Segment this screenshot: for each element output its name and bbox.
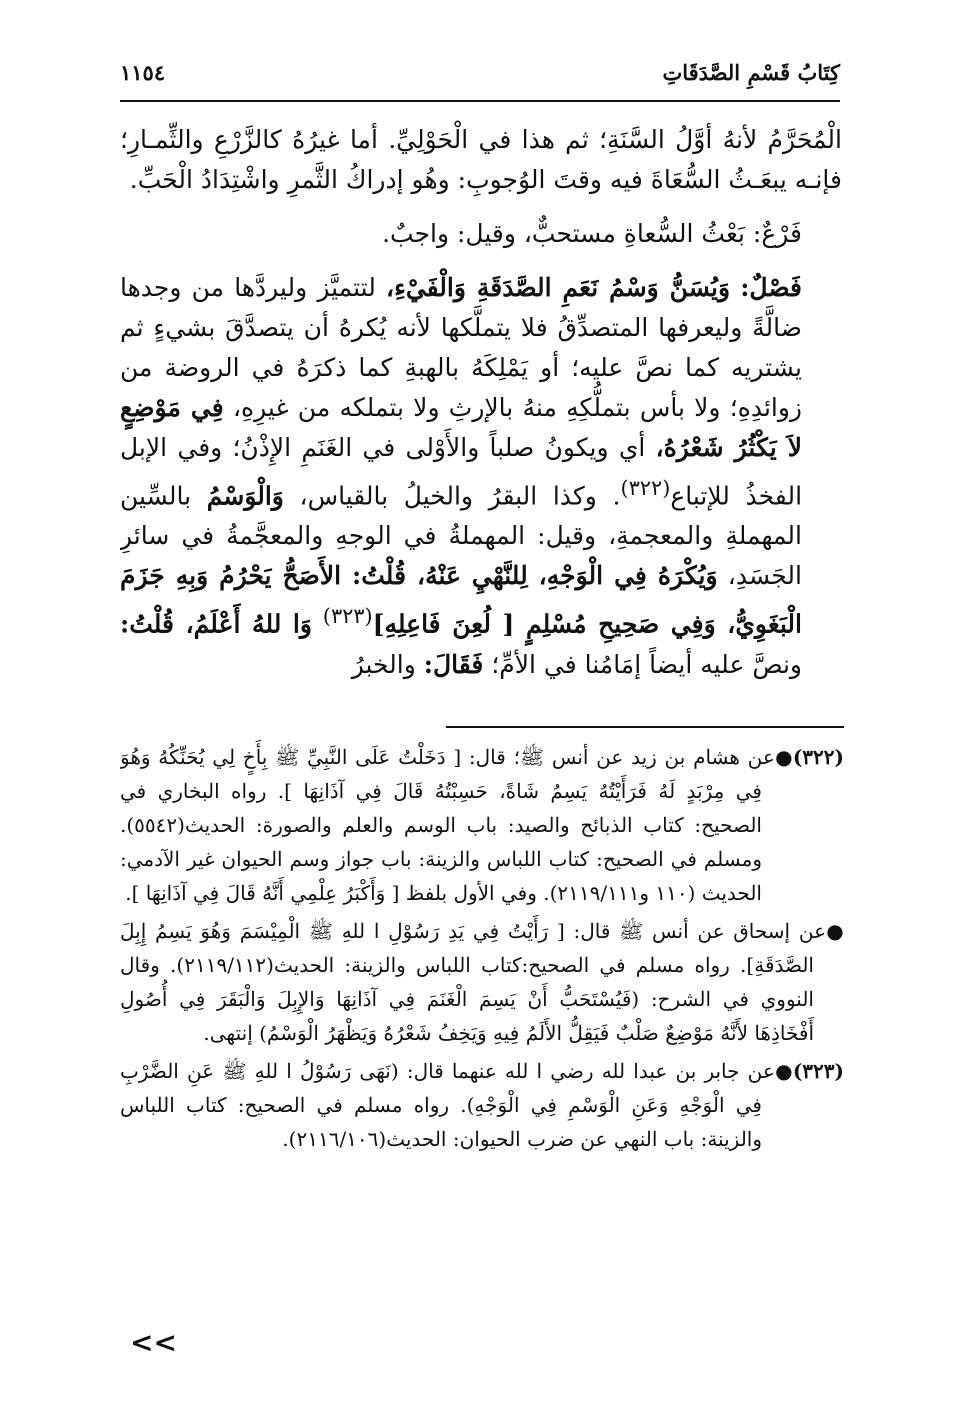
footnote-number: (٣٢٣) [792, 1059, 844, 1083]
footnote [120, 740, 844, 910]
commentary-text: لتتميَّز وليردَّها من وجدها ضالَّةً وليعرفها المتصدِّقُ فلا يتملَّكها لأنه يُكرهُ أن يتصدَّقَ بشيءٍ ثم يشتريه كما نصَّ عليه؛ أو يَمْلِكَهُ بالهبةِ كما ذكرَهُ في الروضة من زوائدِهِ؛ ولا بأس بتملُّكِهِ منهُ بالإرثِ ولا بتملكه من غيرِهِ، [120, 273, 802, 422]
commentary-text: والخبرُ [351, 649, 416, 679]
footnote-separator [446, 726, 844, 728]
commentary-text: أي ويكونُ صلباً والأَوْلى في الغَنَمِ الإِذْنُ؛ وفي الإبل الفخذُ للإتباع [120, 433, 803, 511]
paragraph-1: الْمُحَرَّمُ لأنهُ أوَّلُ السَّنَةِ؛ ثم هذا في الْحَوْلِيِّ. أما غيرُهُ كالزَّرْعِ والثِّمـارِ؛ فإنـه يبعَـثُ السُّعَاةَ فيه وقتَ الوُجوبِ: وهُو إدراكُ الثَّمرِ واشْتِدَادُ الْحَبِّ. [120, 125, 842, 194]
paragraph-2: فَرْعٌ: بَعْثُ السُّعاةِ مستحبٌّ، وقيل: واجبٌ. [382, 219, 802, 248]
footnote [120, 914, 844, 1050]
section-heading: فَصْلٌ: [740, 273, 802, 302]
commentary-text: ونصَّ عليه أيضاً إمَامُنا في الأمِّ؛ [491, 649, 802, 679]
bullet-icon: ● [826, 919, 844, 943]
matn-text: فَقَالَ: [423, 649, 484, 679]
matn-text: وَالْوَسْمُ [206, 481, 284, 511]
running-header [120, 56, 840, 102]
footnote-number: (٣٢٢) [792, 745, 844, 769]
footnotes [120, 740, 844, 1340]
footnote-ref: (٣٢٢) [620, 476, 671, 500]
matn-text: وَيُكْرَهُ فِي الْوَجْهِ، لِلنَّهْيِ عَنْهُ، قُلْتُ: الأَصَحُّ يَحْرُمُ وَبِهِ جَزَمَ الْبَغَوِيُّ، وَفِي صَحِيحِ مُسْلِمٍ [ لُعِنَ فَاعِلِهِ] [120, 561, 802, 639]
footnote-text: عن هشام بن زيد عن أنس ﷺ؛ قال: [ دَخَلْتُ عَلَى النَّبِيِّ ﷺ بِأَخٍ لِي يُحَنِّكُهُ وَهُوَ فِي مِرْبَدٍ لَهُ فَرَأَيْتُهُ يَسِمُ شَاةً، حَسِبْتُهُ قَالَ فِي آذَانِهَا ]. رواه البخاري في الصحيح: كتاب الذبائح والصيد: باب الوسم والعلم والصورة: الحديث(٥٥٤٢). ومسلم في الصحيح: كتاب اللباس والزينة: باب جواز وسم الحيوان غير الآدمي: الحديث (١١٠ و٢١١٩/١١١). وفي الأول بلفظ [ وَأَكْبَرُ عِلْمِي أَنَّهُ قَالَ فِي آذَانِهَا ]. [120, 745, 775, 905]
main-text [120, 120, 842, 705]
page-number: ١١٥٤ [120, 60, 166, 85]
commentary-text: بالسِّين المهملةِ والمعجمةِ، وقيل: المهملةُ في الوجهِ والمعجَّمةُ في سائرِ الجَسَدِ، [120, 481, 802, 591]
footnote-text: عن إسحاق عن أنس ﷺ قال: [ رَأَيْتُ فِي يَدِ رَسُوْلِ ا للهِ ﷺ الْمِيْسَمَ وَهُوَ يَسِمُ إِبِلَ الصَّدَقَةِ]. رواه مسلم في الصحيح:كتاب اللباس والزينة: الحديث(٢١١٩/١١٢). وقال النووي في الشرح: (فَيُسْتَحَبُّ أَنْ يَسِمَ الْغَنَمَ فِي آذَانِهَا وَالإِبِلَ وَالْبَقَرَ فِي أُصُولِ أَفْخَاذِهَا لأَنَّهُ مَوْضِعٌ صَلْبٌ فَيَقِلُّ الأَلَمُ فِيهِ وَيَخِفُ شَعْرُهُ وَيَظْهَرُ الْوَسْمُ) إنتهى. [120, 919, 826, 1045]
bullet-icon: ● [775, 745, 793, 769]
footnote-text: عن جابر بن عبدا لله رضي ا لله عنهما قال: (نَهَى رَسُوْلُ ا للهِ ﷺ عَنِ الضَّرْبِ فِي الْوَجْهِ وَعَنِ الْوَسْمِ فِي الْوَجْهِ). رواه مسلم في الصحيح: كتاب اللباس والزينة: باب النهي عن ضرب الحيوان: الحديث(٢١١٦/١٠٦). [120, 1059, 775, 1151]
paragraph-3 [120, 268, 842, 685]
footnote [120, 1054, 844, 1156]
book-chapter-title: كِتَابُ قَسْمِ الصَّدَقَاتِ [662, 60, 840, 85]
matn-text: وَيُسَنُّ وَسْمُ نَعَمِ الصَّدَقَةِ وَالْفَيْءِ، [386, 273, 731, 302]
bullet-icon: ● [775, 1059, 793, 1083]
next-page-arrow-icon: << [130, 1326, 177, 1359]
commentary-text: . وكذا البقرُ والخيلُ بالقياس، [299, 481, 621, 511]
matn-text: فِي مَوْضِعٍ لاَ يَكْثُرُ شَعْرُهُ، [120, 393, 802, 462]
matn-text: وَا للهُ أَعْلَمُ، قُلْتُ: [120, 609, 312, 639]
footnote-ref: (٣٢٣) [322, 604, 373, 629]
